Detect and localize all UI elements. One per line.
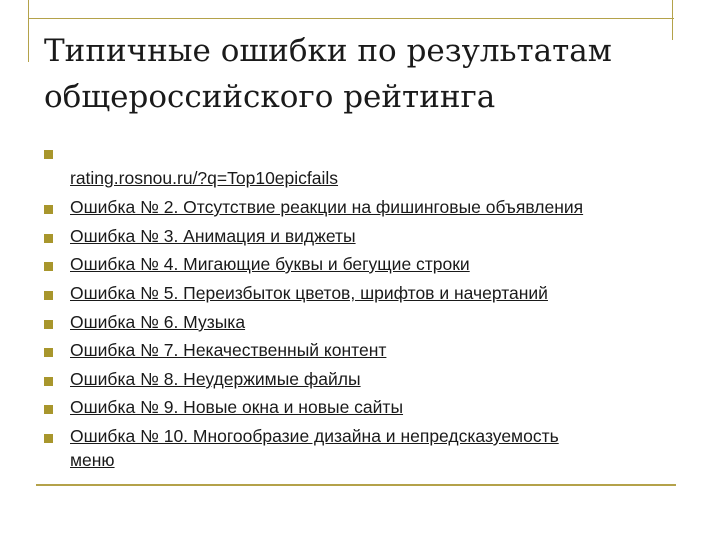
square-bullet-icon bbox=[44, 405, 53, 414]
frame-top-line bbox=[28, 18, 674, 19]
square-bullet-icon bbox=[44, 262, 53, 271]
list-item[interactable]: Ошибка № 6. Музыка bbox=[70, 312, 246, 332]
list-item-continuation[interactable]: меню bbox=[70, 450, 115, 470]
list-item[interactable]: Ошибка № 8. Неудержимые файлы bbox=[70, 369, 361, 389]
list-item[interactable]: Ошибка № 7. Некачественный контент bbox=[70, 340, 387, 360]
list-item[interactable]: Ошибка № 5. Переизбыток цветов, шрифтов и начертаний bbox=[70, 283, 548, 303]
square-bullet-icon bbox=[44, 320, 53, 329]
square-bullet-icon bbox=[44, 434, 53, 443]
frame-bottom-line bbox=[36, 484, 676, 486]
square-bullet-icon bbox=[44, 234, 53, 243]
square-bullet-icon bbox=[44, 205, 53, 214]
list-item[interactable]: Ошибка № 4. Мигающие буквы и бегущие строки bbox=[70, 254, 470, 274]
square-bullet-icon bbox=[44, 291, 53, 300]
source-link[interactable]: rating.rosnou.ru/?q=Top10epicfails bbox=[70, 168, 339, 188]
slide-title: Типичные ошибки по результатам общероссийского рейтинга bbox=[44, 33, 612, 115]
frame-vertical-line bbox=[28, 0, 29, 62]
list-item[interactable]: Ошибка № 10. Многообразие дизайна и непредсказуемость bbox=[70, 426, 559, 446]
list-item[interactable]: Ошибка № 2. Отсутствие реакции на фишинговые объявления bbox=[70, 197, 584, 217]
square-bullet-icon bbox=[44, 377, 53, 386]
list-item[interactable]: Ошибка № 3. Анимация и виджеты bbox=[70, 226, 356, 246]
square-bullet-icon bbox=[44, 348, 53, 357]
square-bullet-icon bbox=[44, 150, 53, 159]
list-item[interactable]: Ошибка № 9. Новые окна и новые сайты bbox=[70, 397, 404, 417]
